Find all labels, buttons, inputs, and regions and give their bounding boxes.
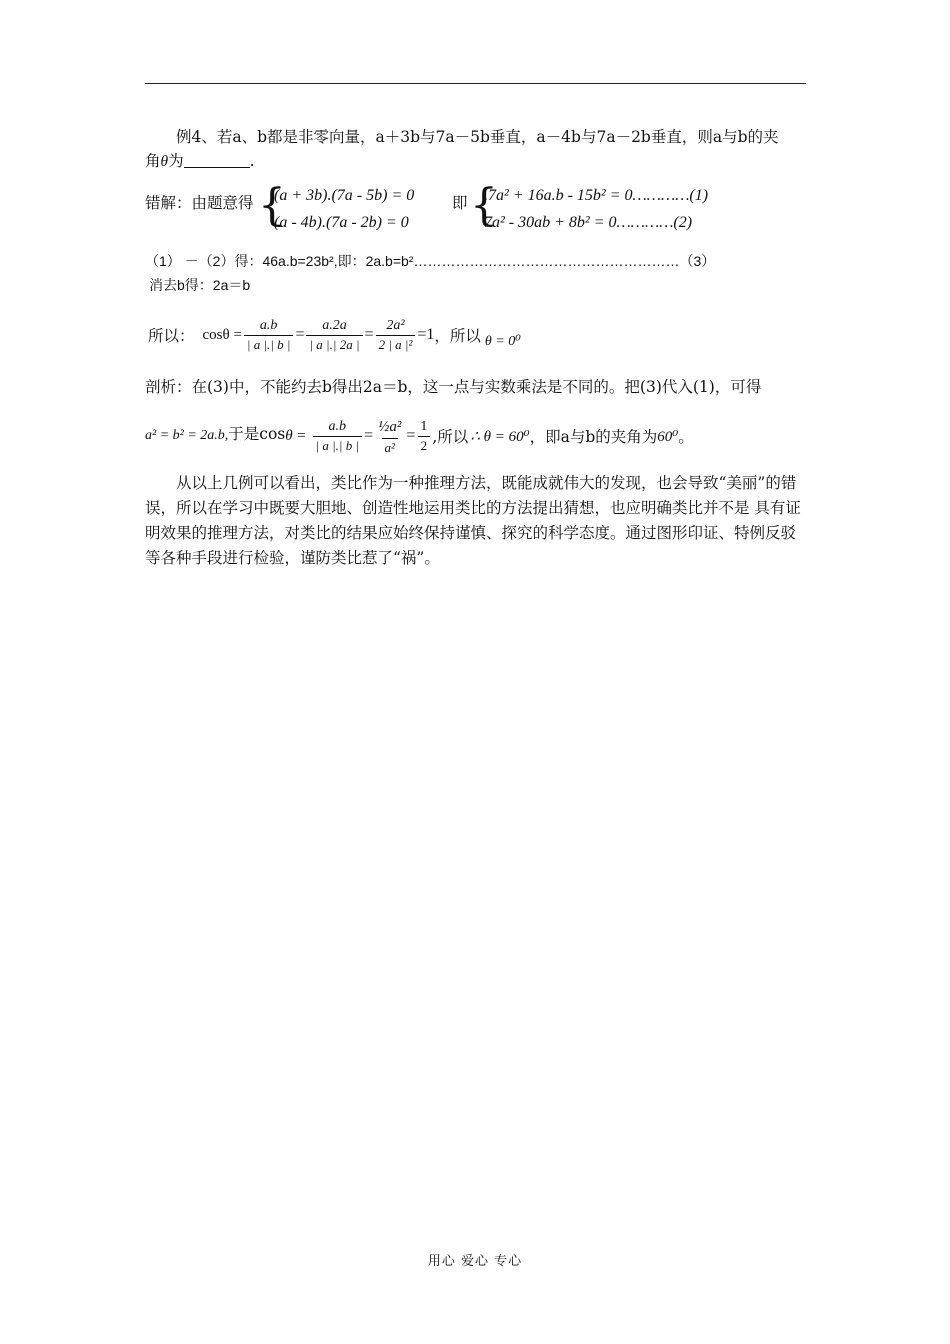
example-line-2-post: 为 [168,152,184,170]
system1-eq1: (a + 3b).(7a - 5b) = 0 [274,187,415,204]
analysis-fraction-2-den: a² [382,438,398,457]
analysis-fraction-1-num: a.b [328,418,347,434]
step-eliminate: 消去b得：2a＝b [149,277,251,293]
analysis-end: 。 [678,428,694,446]
fraction-2-num: a.2a [322,317,347,333]
cos-label: 所以： [148,327,195,345]
analysis-equals-2: = [406,427,416,444]
angle-value: 60⁰ [657,428,679,445]
fraction-3-num: 2a² [386,317,405,333]
fraction-1-num: a.b [259,317,278,333]
example-line-1: 例4、若a、b都是非零向量，a＋3b与7a－5b垂直，a－4b与7a－2b垂直，则a与b的夹 [176,128,779,146]
summary-paragraph: 从以上几例可以看出，类比作为一种推理方法，既能成就伟大的发现，也会导致“美丽”的错误，所以在学习中既要大胆地、创造性地运用类比的方法提出猜想，也应明确类比并不是 具有证明效果的推理方法，对类比的结果应始终保持谨慎、探究的科学态度。通过图形印证、特例反驳等各种手段进行检验，谨防类比惹了“祸”。 [145,474,801,567]
therefore-theta: ∴ θ = 60⁰ [470,428,530,445]
analysis-fraction-1 [313,418,363,455]
left-brace-1: { [258,180,286,231]
analysis-fraction-2 [375,416,404,457]
analysis-fraction-3-den: 2 [418,436,431,455]
fraction-3 [376,317,416,354]
step-subtract: （1） －（2）得：46a.b=23b²,即：2a.b=b²…………………………………………………（3） [145,253,716,269]
example-line-2 [145,150,807,173]
cos-derivation [148,310,568,360]
analysis-equals-1: = [364,427,374,444]
analysis-line-1: 剖析：在(3)中，不能约去b得出2a＝b，这一点与实数乘法是不同的。把(3)代入(1)，可得 [145,378,762,396]
page-footer: 用心 爱心 专心 [427,1254,523,1269]
analysis-suoyi: ,所以 [432,428,469,446]
equals-1: = [295,326,305,343]
header-rule [145,83,806,84]
analysis-fraction-2-num: ½a² [378,418,402,435]
cos-result: =1 [417,326,435,343]
analysis-conclusion: ，即a与b的夹角为 [529,428,658,446]
example-line-2-end: . [249,152,255,170]
cos-tail: ，所以 [434,327,481,345]
fraction-3-den: 2 | a |² [376,335,416,354]
analysis-fraction-1-den: | a |.| b | [313,436,363,455]
cos-expr: cosθ = [202,326,242,343]
fraction-1 [244,317,294,354]
theta-symbol: θ [160,153,169,170]
wrong-solution-label: 错解：由题意得 [145,194,254,212]
system2-eq2: 7a² - 30ab + 8b² = 0…………(2) [484,214,693,231]
theta-equals: θ = [285,427,307,444]
theta-zero: θ = 0⁰ [484,333,521,349]
yushi-cos: 于是cos [228,425,286,443]
analysis-derivation [145,402,805,470]
analysis-expr: a² = b² = 2a.b, [145,428,229,443]
fraction-1-den: | a |.| b | [244,335,294,354]
analysis-fraction-3 [417,418,430,455]
equals-2: = [364,326,374,343]
answer-blank[interactable] [184,153,250,168]
analysis-fraction-3-num: 1 [420,418,428,434]
ji-label: 即 [452,194,468,212]
system2-eq1: .7a² + 16a.b - 15b² = 0…………(1) [484,187,709,204]
fraction-2-den: | a |.| 2a | [306,335,362,354]
left-brace-2: { [470,180,498,231]
example-line-2-pre: 角 [145,152,161,170]
system1-eq2: (a - 4b).(7a - 2b) = 0 [274,214,409,231]
fraction-2 [306,317,362,354]
